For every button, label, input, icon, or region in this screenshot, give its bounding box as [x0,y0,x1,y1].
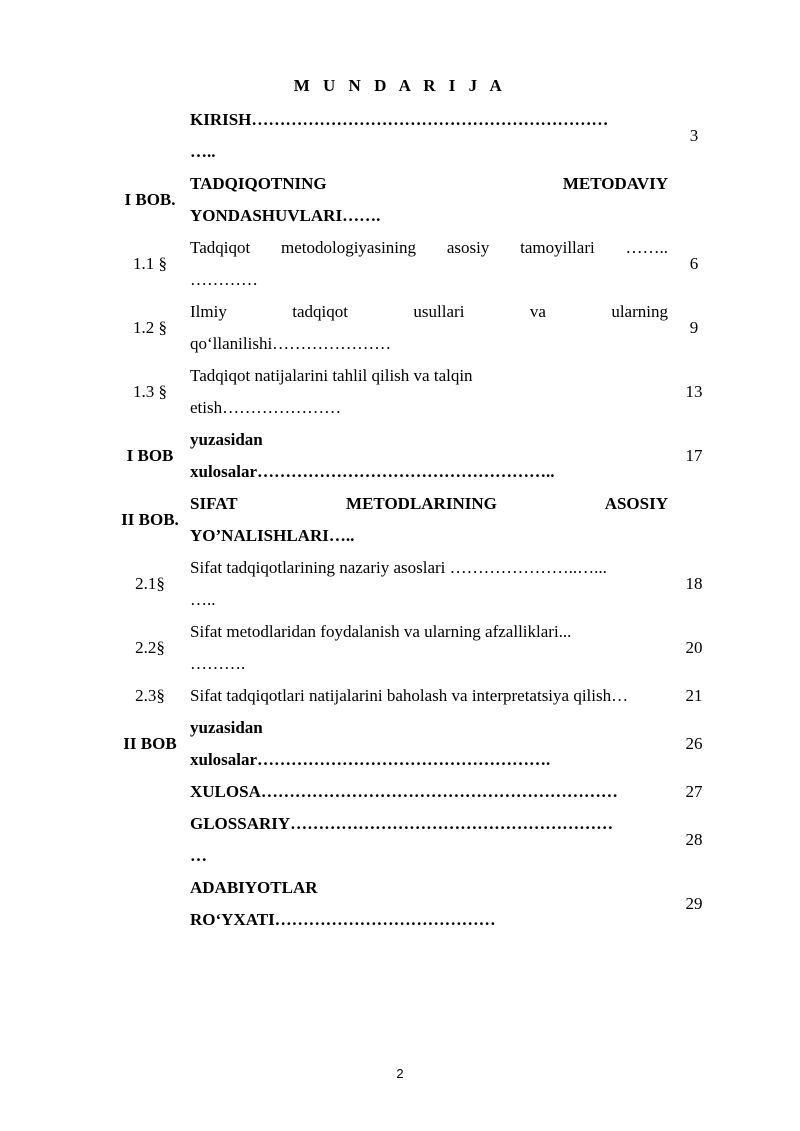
toc-entry-page: 17 [685,446,703,465]
toc-entry-title-continuation: … [190,846,207,865]
toc-entry [110,104,720,168]
toc-entry [110,616,720,680]
toc-entry [110,424,720,488]
toc-entry-page [668,488,720,552]
toc-entry-title-continuation: YO’NALISHLARI….. [190,526,355,545]
toc-entry-title [190,296,668,360]
toc-entry-label: I BOB [126,446,174,465]
toc-entry-title-line: XULOSA……………………………………………………… [190,782,618,801]
toc-entry-title-line: SIFAT METODLARINING ASOSIY [190,494,668,513]
toc-entry [110,552,720,616]
toc-entry-page: 13 [685,382,703,401]
toc-entry [110,680,720,712]
toc-entry-title-line: Sifat tadqiqotlarining nazariy asoslari …………………..…... [190,558,607,577]
toc-entry-label: 2.3§ [135,686,165,705]
toc-entry-page: 28 [685,830,703,849]
toc-entry-page: 26 [685,734,703,753]
toc-entry-title-continuation: etish………………… [190,398,342,417]
toc-entry-label: 1.3 § [133,382,167,401]
toc-entry-title-continuation: ….. [190,590,216,609]
toc-entry-page [668,168,720,232]
toc-entry-page: 3 [689,126,699,145]
toc-entry-label [110,104,190,168]
toc-entry-page: 27 [685,782,703,801]
toc-entry-title [190,712,668,776]
toc-entry-label: 2.2§ [135,638,165,657]
toc-entry-label: II BOB. [121,510,179,529]
toc-entry-page: 29 [685,894,703,913]
toc-entry-label [110,808,190,872]
toc-entry-page: 20 [685,638,703,657]
toc-entry-title-line: yuzasidan [190,430,263,449]
toc-entry-title [190,872,668,936]
toc-entry [110,168,720,232]
toc-entry [110,776,720,808]
toc-entry [110,296,720,360]
toc-entry-title-line: Tadqiqot metodologiyasining asosiy tamoyillari …….. [190,238,668,257]
toc-entry-label: II BOB [123,734,177,753]
toc-entry-title [190,360,668,424]
toc-entry-title-line: ADABIYOTLAR [190,878,318,897]
toc-entry [110,808,720,872]
toc-entry-title-line: KIRISH……………………………………………………… [190,110,609,129]
toc-entry-title-continuation: xulosalar……………………………………………. [190,750,551,769]
toc-entry-page: 9 [689,318,699,337]
toc-entry [110,872,720,936]
toc-entry-title [190,488,668,552]
toc-entry-title [190,232,668,296]
toc-entry-title [190,808,668,872]
toc-entry-page: 6 [689,254,699,273]
toc-entry-page: 18 [685,574,703,593]
toc-entry-title-continuation: qo‘llanilishi………………… [190,334,392,353]
toc-entry-label: 1.1 § [133,254,167,273]
toc-entry-label: 2.1§ [135,574,165,593]
toc-entry-title-line: TADQIQOTNING METODAVIY [190,174,668,193]
toc-entry-title [190,104,668,168]
table-of-contents [110,104,720,936]
toc-entry-title-line: Tadqiqot natijalarini tahlil qilish va talqin [190,366,473,385]
toc-entry-title-line: Ilmiy tadqiqot usullari va ularning [190,302,668,321]
toc-entry-label [110,776,190,808]
toc-entry-title-line: yuzasidan [190,718,263,737]
toc-entry [110,488,720,552]
toc-entry-title-continuation: ………… [190,270,258,289]
toc-entry-title-continuation: xulosalar…………………………………………….. [190,462,555,481]
toc-entry-title [190,776,668,808]
toc-entry [110,360,720,424]
toc-entry-title-line: GLOSSARIY………………………………………………… [190,814,614,833]
toc-entry-title [190,552,668,616]
toc-entry-label: I BOB. [124,190,176,209]
toc-entry-page: 21 [685,686,703,705]
toc-entry-title [190,424,668,488]
toc-entry-title-line: Sifat tadqiqotlari natijalarini baholash va interpretatsiya qilish… [190,686,629,705]
toc-entry-title-continuation: RO‘YXATI………………………………… [190,910,496,929]
toc-entry-title [190,616,668,680]
page-number: 2 [396,1066,404,1081]
toc-entry [110,232,720,296]
page-title: M U N D A R I J A [293,76,507,95]
toc-entry-title-continuation: YONDASHUVLARI……. [190,206,381,225]
toc-entry-title-line: Sifat metodlaridan foydalanish va ularning afzalliklari... [190,622,572,641]
toc-entry-title [190,680,668,712]
toc-entry-title-continuation: ………. [190,654,246,673]
toc-entry-label: 1.2 § [133,318,167,337]
toc-entry-title-continuation: ….. [190,142,216,161]
toc-entry [110,712,720,776]
toc-entry-title [190,168,668,232]
toc-entry-label [110,872,190,936]
